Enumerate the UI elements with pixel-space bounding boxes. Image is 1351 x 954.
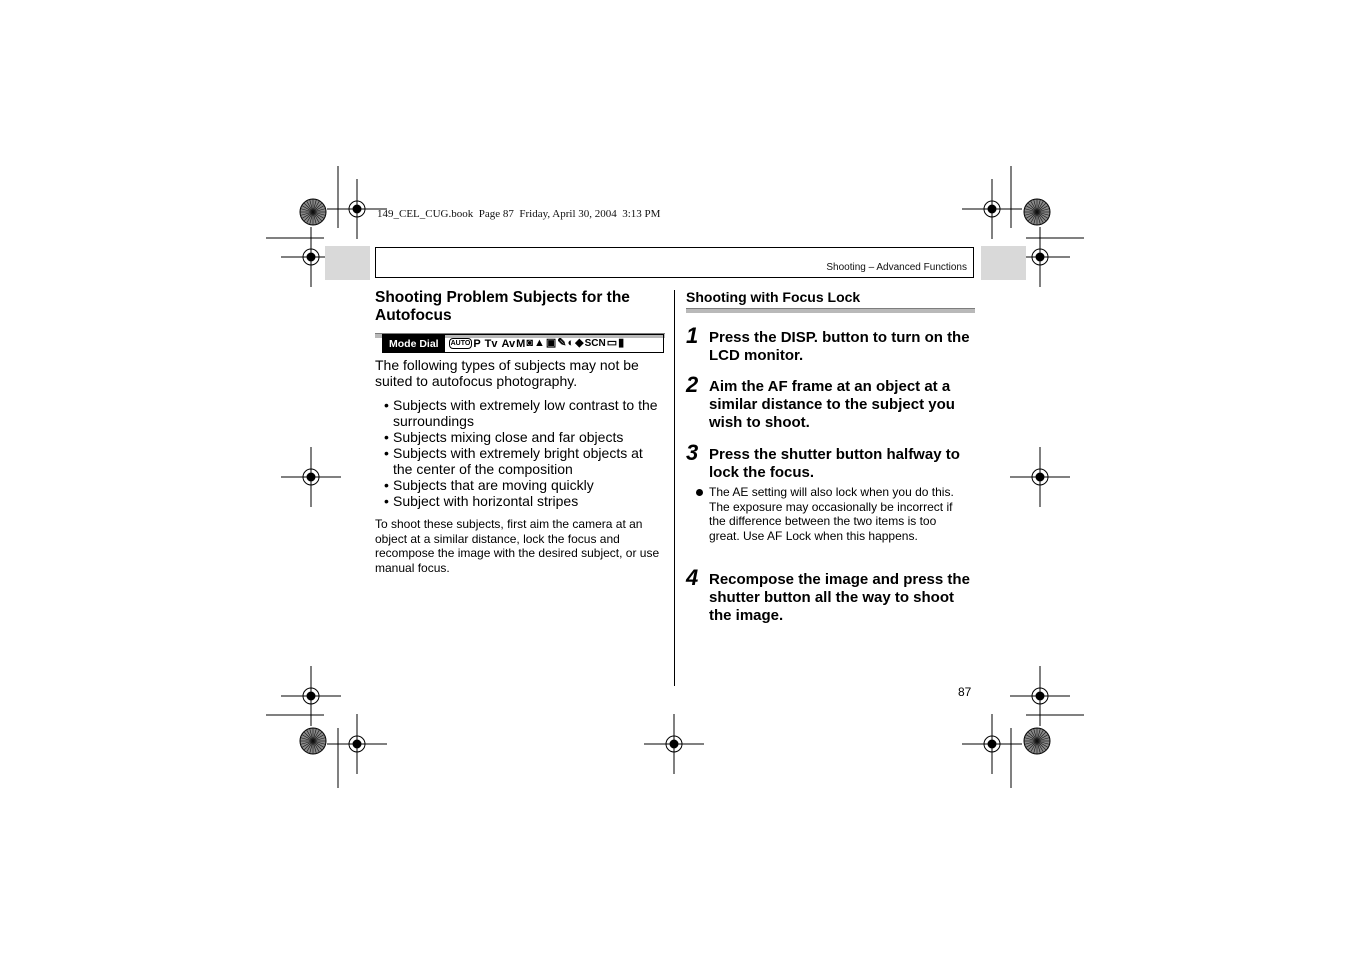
- shooting-tip-note: To shoot these subjects, first aim the camera at an object at a similar distance, lock the focus and recompose the image with the desired subject, or use manual focus.: [375, 517, 660, 575]
- list-item: • Subjects that are moving quickly: [384, 477, 666, 493]
- stitch-assist-icon: ◙: [526, 337, 533, 349]
- star-target-mark: [300, 728, 326, 754]
- registration-mark: [281, 666, 341, 726]
- portrait-icon: ✎: [557, 337, 567, 349]
- page-number: 87: [958, 685, 972, 699]
- registration-mark: [1010, 666, 1070, 726]
- step-number: 3: [686, 440, 699, 465]
- registration-mark: [1010, 447, 1070, 507]
- star-target-mark: [300, 199, 326, 225]
- star-target-mark: [1024, 728, 1050, 754]
- step-number: 2: [686, 372, 699, 397]
- auto-mode-icon: AUTO: [450, 340, 471, 347]
- mode-dial-bar: [382, 334, 664, 353]
- left-thumb-tab: [325, 246, 370, 280]
- subject-list: [384, 397, 666, 509]
- left-section-title: Shooting Problem Subjects for the Autofocus: [375, 289, 630, 324]
- right-section-title: Shooting with Focus Lock: [686, 289, 861, 305]
- movie-icon: ▮: [618, 337, 625, 349]
- running-header: [375, 247, 974, 278]
- step-number: 1: [686, 323, 699, 348]
- m-mode-icon: M: [516, 337, 526, 350]
- column-divider: [674, 290, 675, 686]
- scn-mode-icon: SCN: [584, 338, 606, 349]
- tv-mode-icon: Tv: [484, 337, 498, 350]
- step-text: Recompose the image and press the shutter button all the way to shoot the image.: [709, 571, 970, 624]
- registration-mark: [281, 447, 341, 507]
- step-3-note: The AE setting will also lock when you do this. The exposure may occasionally be incorrect if the difference between the two items is too great. Use AF Lock when this happens.: [696, 485, 969, 543]
- step-number: 4: [686, 565, 699, 590]
- landscape-icon: ▲: [533, 337, 545, 349]
- step-1: [686, 323, 976, 365]
- registration-mark: [962, 714, 1022, 774]
- list-item: • Subjects with extremely bright objects at the center of the composition: [384, 445, 666, 477]
- book-info-line: 149_CEL_CUG.book Page 87 Friday, April 30, 2004 3:13 PM: [377, 208, 661, 220]
- right-thumb-tab: [981, 246, 1026, 280]
- step-text: Press the DISP. button to turn on the LCD monitor.: [709, 329, 970, 364]
- p-mode-icon: P: [473, 337, 481, 350]
- fast-shutter-icon: ◐: [567, 337, 575, 349]
- star-target-mark: [1024, 199, 1050, 225]
- registration-mark: [644, 714, 704, 774]
- step-4: [686, 565, 976, 625]
- av-mode-icon: Av: [501, 337, 516, 350]
- my-colors-icon: ▭: [606, 337, 618, 349]
- intro-paragraph: The following types of subjects may not be suited to autofocus photography.: [375, 357, 639, 389]
- list-item: • Subjects mixing close and far objects: [384, 429, 666, 445]
- step-text: Press the shutter button halfway to lock the focus.: [709, 446, 960, 481]
- slow-shutter-icon: ◆: [575, 337, 584, 349]
- mode-dial-icons: [445, 338, 625, 350]
- registration-mark: [327, 714, 387, 774]
- list-item: • Subject with horizontal stripes: [384, 493, 666, 509]
- night-scene-icon: ▣: [545, 337, 557, 349]
- registration-mark: [962, 179, 1022, 239]
- title-rule: [686, 308, 975, 313]
- list-item: • Subjects with extremely low contrast to the surroundings: [384, 397, 666, 429]
- step-2: [686, 372, 976, 432]
- right-section-heading: [686, 289, 976, 313]
- section-title: Shooting – Advanced Functions: [826, 262, 967, 273]
- left-section-heading: [375, 289, 665, 338]
- step-3: [686, 440, 976, 482]
- step-text: Aim the AF frame at an object at a similar distance to the subject you wish to shoot.: [709, 378, 955, 431]
- mode-dial-label: Mode Dial: [383, 335, 445, 352]
